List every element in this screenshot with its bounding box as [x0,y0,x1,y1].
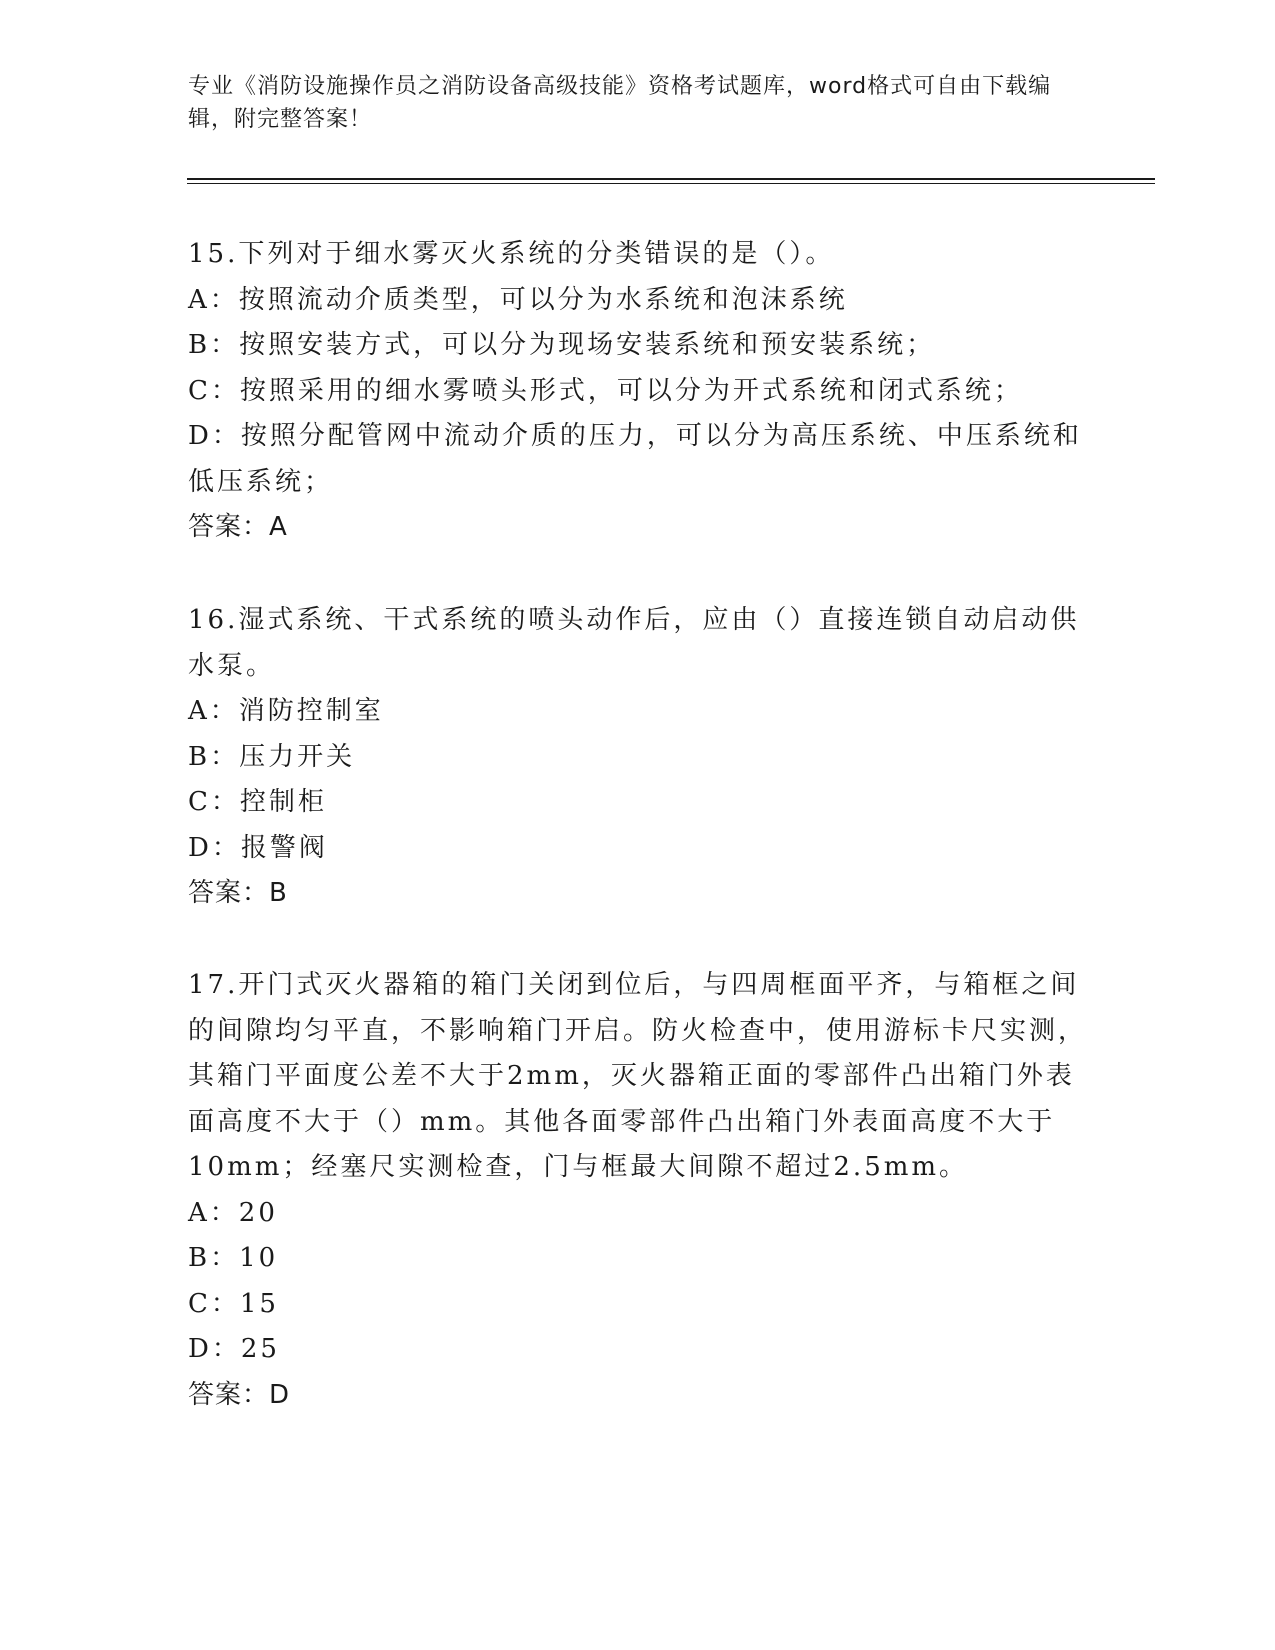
answer-line: 答案：D [188,1379,291,1410]
option-d: D：25 [188,1334,280,1364]
document-header: 专业《消防设施操作员之消防设备高级技能》资格考试题库，word格式可自由下载编辑，附完整答案！ [188,74,1052,132]
answer-line: 答案：B [188,878,288,908]
option-c: C：控制柜 [188,787,327,817]
question-15 [188,232,1088,551]
question-stem: 15.下列对于细水雾灭火系统的分类错误的是（）。 [188,239,835,269]
option-b: B：10 [188,1243,279,1273]
question-17 [188,963,1088,1418]
option-a: A：按照流动介质类型，可以分为水系统和泡沫系统 [188,284,848,315]
question-stem: 17.开门式灭火器箱的箱门关闭到位后，与四周框面平齐，与箱框之间的间隙均匀平直，不影响箱门开启。防火检查中，使用游标卡尺实测，其箱门平面度公差不大于2mm，灭火器箱正面的零部件凸出箱门外表面高度不大于（）mm。其他各面零部件凸出箱门外表面高度不大于10mm；经塞尺实测检查，门与框最大间隙不超过2.5mm。 [188,970,1088,1182]
option-a: A：20 [188,1197,278,1228]
question-stem: 16.湿式系统、干式系统的喷头动作后，应由（）直接连锁自动启动供水泵。 [188,605,1080,681]
question-16 [188,598,1088,917]
option-c: C：15 [188,1288,279,1319]
option-b: B：压力开关 [188,741,356,772]
header-divider-top [187,178,1155,180]
header-divider-bottom [187,183,1155,184]
option-c: C：按照采用的细水雾喷头形式，可以分为开式系统和闭式系统； [188,375,1023,406]
option-a: A：消防控制室 [188,696,384,726]
option-d: D：报警阀 [188,832,328,863]
answer-line: 答案：A [188,512,288,542]
option-b: B：按照安装方式，可以分为现场安装系统和预安装系统； [188,330,936,360]
option-d: D：按照分配管网中流动介质的压力，可以分为高压系统、中压系统和低压系统； [188,421,1082,497]
